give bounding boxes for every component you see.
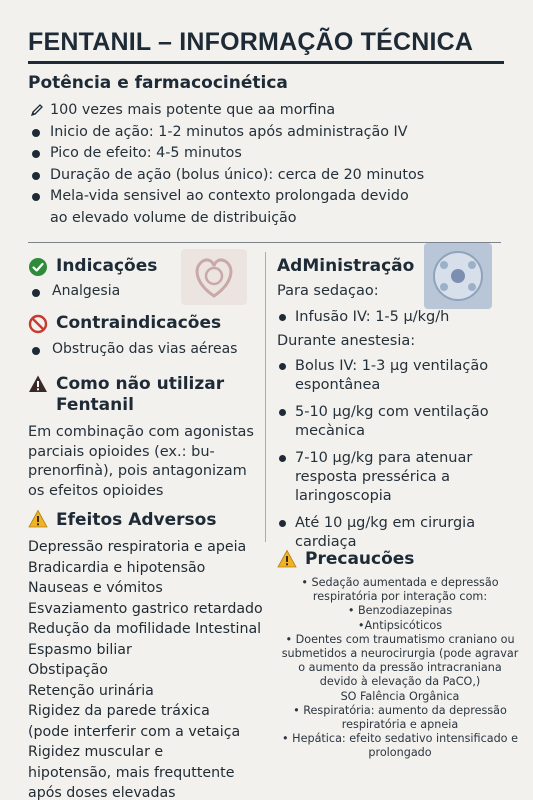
list-item: Rigidez da parede tráxica: [28, 703, 210, 719]
column-divider: [265, 252, 266, 542]
list-item: Pico de efeito: 4-5 minutos: [28, 143, 508, 165]
list-item: Inicio de ação: 1-2 minutos após administração IV: [28, 122, 508, 144]
pharmacokinetics-heading: Potência e farmacocinética: [28, 73, 288, 93]
list-item: hipotensão, mais frequttente: [28, 764, 235, 781]
list-item: 7-10 µg/kg para atenuar resposta pressérica a laringoscopia: [277, 449, 512, 506]
bullet-icon: [32, 289, 40, 297]
bullet-icon: [279, 455, 286, 462]
bullet-icon: [32, 347, 40, 355]
list-item: Bradicardia e hipotensão: [28, 559, 206, 576]
administration-heading: AdMinistração: [277, 256, 415, 276]
list-item: após doses elevadas: [28, 785, 176, 800]
sedation-list: [277, 308, 512, 335]
how-not-to-use-heading-line2: Fentanil: [56, 395, 134, 415]
list-item: • Respiratória: aumento da depressão respiratória e apneia: [293, 703, 507, 732]
anesthesia-list: [277, 357, 512, 560]
list-item: Rigidez muscular e: [28, 744, 164, 760]
how-not-to-use-heading: Como não utilizar: [56, 374, 225, 394]
bullet-icon: [32, 150, 40, 158]
list-item: Analgesia: [28, 283, 120, 299]
list-item: Mela-vida sensivel ao contexto prolongada devido ao elevado volume de distribuição: [28, 186, 428, 229]
warning-yellow-icon: [277, 549, 297, 569]
list-item: • Hepática: efeito sedativo intensificado e prolongado: [282, 732, 518, 760]
title-underline: [28, 61, 504, 64]
indications-heading: Indicações: [56, 256, 158, 276]
list-item: Redução da mofilidade Intestinal: [28, 621, 262, 637]
list-item: • Doentes com traumatismo craniano ou submetidos a neurocirurgia (pode agravar o aumento da pressão intracraniana devido à elevação da PaCO,): [281, 632, 519, 689]
list-item: Até 10 µg/kg em cirurgia cardiaça: [277, 514, 512, 552]
pen-icon: [30, 103, 44, 117]
list-item: Retenção urinária: [28, 682, 154, 699]
list-item: Obstrução das vias aéreas: [28, 341, 237, 357]
warning-icon: [28, 374, 48, 394]
bullet-icon: [32, 193, 40, 201]
list-item: Nauseas e vómitos: [28, 580, 163, 596]
precautions-list: [280, 576, 520, 761]
network-logo-image: [424, 243, 492, 309]
list-item: Obstipação: [28, 662, 108, 678]
heart-logo-image: [181, 249, 247, 305]
list-item: SO Falência Orgânica: [340, 689, 460, 703]
check-circle-icon: [28, 257, 48, 277]
anesthesia-label: Durante anestesia:: [277, 333, 416, 349]
list-item: •Antipsicóticos: [357, 618, 443, 632]
list-item: • Sedação aumentada e depressão respiratória por interação com:: [301, 576, 499, 604]
bullet-icon: [279, 363, 286, 370]
pharmacokinetics-list: [28, 100, 508, 229]
list-item: Infusão IV: 1-5 µ/kg/h: [277, 308, 512, 327]
list-item: Espasmo biliar: [28, 641, 132, 658]
list-item: • Benzodiazepinas: [347, 604, 453, 618]
adverse-effects-list: [28, 537, 278, 800]
list-item: Esvaziamento gastrico retardado: [28, 600, 263, 617]
prohibited-icon: [28, 314, 48, 334]
bullet-icon: [279, 409, 286, 416]
list-item: 100 vezes mais potente que aa morfina: [28, 100, 508, 122]
bullet-icon: [32, 129, 40, 137]
list-item: Duração de ação (bolus único): cerca de 20 minutos: [28, 165, 508, 187]
sedation-label: Para sedaçao:: [277, 283, 379, 299]
bullet-icon: [32, 172, 40, 180]
list-item: Bolus IV: 1-3 µg ventilação espontânea: [277, 357, 512, 395]
adverse-effects-heading: Efeitos Adversos: [56, 510, 217, 530]
list-item: (pode interferir com a vetaiça: [28, 723, 241, 740]
bullet-icon: [279, 520, 286, 527]
how-not-to-use-text: Em combinação com agonistas parciais opioides (ex.: bu- prenorfinà), pois antagonizam os efeitos opioides: [28, 424, 254, 499]
precautions-heading: Precaucões: [305, 549, 415, 569]
list-item: Depressão respiratoria e apeia: [28, 539, 247, 555]
contraindications-heading: Contraindicacões: [56, 313, 222, 333]
bullet-icon: [279, 314, 286, 321]
list-item: 5-10 µg/kg com ventilação mecànica: [277, 403, 512, 441]
warning-yellow-icon: [28, 509, 48, 529]
page-title: FENTANIL – INFORMAÇÃO TÉCNICA: [28, 28, 474, 56]
